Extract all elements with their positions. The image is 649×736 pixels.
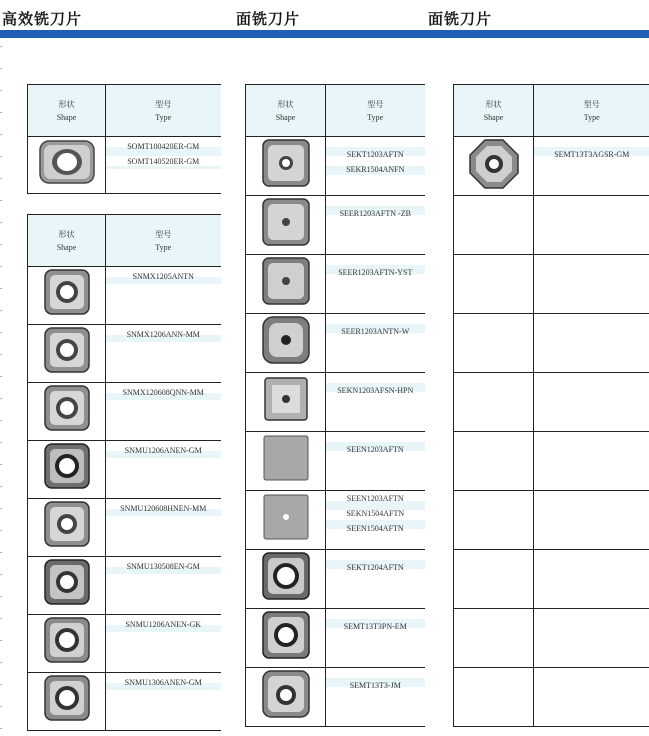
table-row <box>454 196 649 255</box>
shape-header: 形状 Shape <box>28 85 106 137</box>
insert-image <box>28 383 106 441</box>
type-label: SEKN1504AFTN <box>346 509 405 518</box>
type-label: SEKN1203AFSN-HPN <box>337 386 414 395</box>
square-insert-icon <box>42 673 92 723</box>
table-row <box>246 196 425 255</box>
insert-image <box>28 325 106 383</box>
table-row <box>454 491 649 550</box>
insert-image <box>246 255 326 314</box>
flat-square-insert-icon <box>260 432 312 484</box>
table-row <box>454 432 649 491</box>
square-insert-icon <box>42 557 92 607</box>
empty-shape-cell <box>454 668 534 727</box>
square-insert-icon <box>42 383 92 433</box>
oval-insert-icon <box>36 137 98 187</box>
table-row <box>246 314 425 373</box>
table-row <box>454 668 649 727</box>
insert-image <box>246 137 326 196</box>
square-insert-icon <box>260 255 312 307</box>
type-label: SNMX1205ANTN <box>132 272 194 281</box>
type-label: SNMU130508EN-GM <box>126 562 200 571</box>
type-label: SEKT1204AFTN <box>346 563 404 572</box>
empty-shape-cell <box>454 314 534 373</box>
square-insert-icon <box>42 499 92 549</box>
shape-header: 形状 Shape <box>246 85 326 137</box>
insert-image <box>246 314 326 373</box>
table-row <box>28 557 221 615</box>
type-label: SNMU1206ANEN-GK <box>125 620 202 629</box>
insert-image <box>28 441 106 499</box>
insert-image <box>28 673 106 731</box>
insert-image <box>246 196 326 255</box>
table-row <box>246 373 425 432</box>
shape-header: 形状 Shape <box>28 215 106 267</box>
table-row <box>28 499 221 557</box>
table-row <box>246 491 425 550</box>
table-c <box>245 84 425 727</box>
table-row <box>28 325 221 383</box>
shape-header: 形状 Shape <box>454 85 534 137</box>
empty-shape-cell <box>454 609 534 668</box>
table-row <box>454 137 649 196</box>
insert-image <box>28 615 106 673</box>
square-insert-icon <box>260 668 312 720</box>
insert-image <box>28 137 106 194</box>
square-insert-icon <box>260 373 312 425</box>
insert-image <box>28 267 106 325</box>
insert-image <box>246 491 326 550</box>
flat-square-insert-icon <box>260 491 312 543</box>
table-row <box>28 267 221 325</box>
table-row <box>28 615 221 673</box>
insert-image <box>28 499 106 557</box>
section-title-left: 高效铣刀片 <box>2 10 83 28</box>
table-row <box>454 314 649 373</box>
table-row <box>454 550 649 609</box>
table-row <box>454 609 649 668</box>
insert-image <box>246 609 326 668</box>
table-row <box>28 441 221 499</box>
type-label: SEKR1504ANFN <box>346 165 405 174</box>
type-header: 型号 Type <box>326 85 425 137</box>
insert-image <box>28 557 106 615</box>
square-insert-icon <box>260 137 312 189</box>
type-header: 型号 Type <box>106 85 221 137</box>
square-insert-icon <box>42 325 92 375</box>
table-row <box>454 255 649 314</box>
insert-image <box>246 373 326 432</box>
type-label: SEMT13T3PN-EM <box>343 622 407 631</box>
type-label: SEER1203ANTN-W <box>341 327 410 336</box>
empty-shape-cell <box>454 432 534 491</box>
insert-image <box>454 137 534 196</box>
table-row <box>28 383 221 441</box>
square-insert-icon <box>260 314 312 366</box>
table-row <box>246 609 425 668</box>
table-row <box>246 668 425 727</box>
table-b <box>27 214 221 731</box>
type-label: SEEN1203AFTN <box>346 445 404 454</box>
empty-shape-cell <box>454 196 534 255</box>
empty-shape-cell <box>454 373 534 432</box>
margin-dots <box>0 46 2 736</box>
square-insert-icon <box>42 615 92 665</box>
table-row <box>246 137 425 196</box>
insert-image <box>246 550 326 609</box>
table-row <box>454 373 649 432</box>
table-row <box>246 255 425 314</box>
type-label: SEKT1203AFTN <box>346 150 404 159</box>
type-header: 型号 Type <box>106 215 221 267</box>
section-title-right: 面铣刀片 <box>428 10 493 28</box>
header-bar <box>0 30 649 38</box>
square-insert-icon <box>42 267 92 317</box>
empty-shape-cell <box>454 255 534 314</box>
type-header: 型号 Type <box>534 85 649 137</box>
octagon-insert-icon <box>467 137 521 191</box>
type-label: SEMT13T3-JM <box>349 681 401 690</box>
table-a <box>27 84 221 194</box>
type-label: SEER1203AFTN-YST <box>338 268 413 277</box>
type-label: SNMX120608QNN-MM <box>122 388 204 397</box>
square-insert-icon <box>42 441 92 491</box>
type-label: SNMU1206ANEN-GM <box>124 446 202 455</box>
type-label: SEER1203AFTN -ZB <box>339 209 411 218</box>
square-insert-icon <box>260 550 312 602</box>
section-title-middle: 面铣刀片 <box>236 10 301 28</box>
table-row <box>28 137 221 194</box>
square-insert-icon <box>260 196 312 248</box>
type-label: SOMT140520ER-GM <box>127 157 200 166</box>
table-d <box>453 84 649 727</box>
type-label: SEEN1203AFTN <box>346 494 404 503</box>
table-row <box>246 550 425 609</box>
type-label: SOMT100420ER-GM <box>127 142 200 151</box>
table-row <box>28 673 221 731</box>
square-insert-icon <box>260 609 312 661</box>
type-label: SNMU120608HNEN-MM <box>120 504 207 513</box>
type-label: SEMT13T3AGSR-GM <box>554 150 630 159</box>
type-label: SNMU1306ANEN-GM <box>124 678 202 687</box>
insert-image <box>246 668 326 727</box>
type-label: SNMX1206ANN-MM <box>126 330 200 339</box>
empty-shape-cell <box>454 550 534 609</box>
table-row <box>246 432 425 491</box>
insert-image <box>246 432 326 491</box>
empty-shape-cell <box>454 491 534 550</box>
type-label: SEEN1504AFTN <box>346 524 404 533</box>
